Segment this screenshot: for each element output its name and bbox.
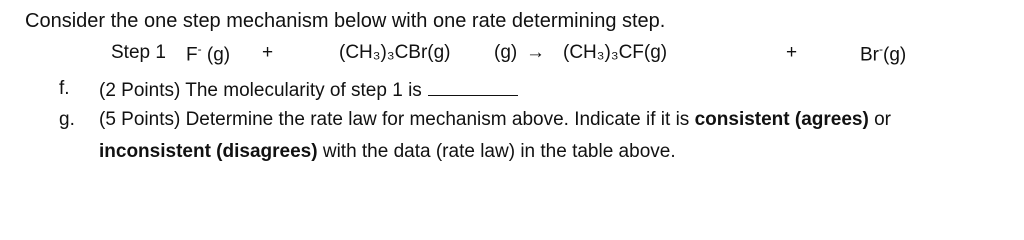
reactant-fluoride-symbol: F xyxy=(186,44,198,66)
question-g-line2 xyxy=(99,142,676,161)
product-bromide xyxy=(860,43,906,64)
reactant-fluoride-state: (g) xyxy=(206,44,231,66)
product-bromide-state: (g) xyxy=(883,44,907,66)
question-g-line1 xyxy=(99,110,891,129)
reactant-tert-butyl-bromide: (CH₃)₃CBr(g) xyxy=(339,42,451,63)
answer-blank xyxy=(428,79,518,96)
question-f-text: (2 Points) The molecularity of step 1 is xyxy=(99,80,422,101)
product-bromide-symbol: Br xyxy=(860,44,879,66)
question-g-or: or xyxy=(868,109,892,130)
plus-sign-2: + xyxy=(786,42,798,63)
reactant-fluoride xyxy=(186,43,230,64)
question-f xyxy=(99,79,518,100)
reactant2-state: (g) xyxy=(494,42,518,63)
product-tert-butyl-fluoride: (CH₃)₃CF(g) xyxy=(563,42,668,63)
reaction-arrow: → xyxy=(526,42,545,63)
question-g-text-2: with the data (rate law) in the table above. xyxy=(317,141,676,162)
inconsistent-term: inconsistent (disagrees) xyxy=(99,141,318,162)
reactant-fluoride-charge: - xyxy=(197,42,202,56)
consistent-term: consistent (agrees) xyxy=(694,109,869,130)
question-g-letter: g. xyxy=(59,109,75,130)
question-f-letter: f. xyxy=(59,78,70,99)
plus-sign-1: + xyxy=(262,42,274,63)
intro-text: Consider the one step mechanism below with one rate determining step. xyxy=(25,10,666,32)
product-bromide-charge: - xyxy=(879,42,883,56)
step-label: Step 1 xyxy=(111,42,166,63)
question-g-text: (5 Points) Determine the rate law for mechanism above. Indicate if it is xyxy=(99,109,695,130)
